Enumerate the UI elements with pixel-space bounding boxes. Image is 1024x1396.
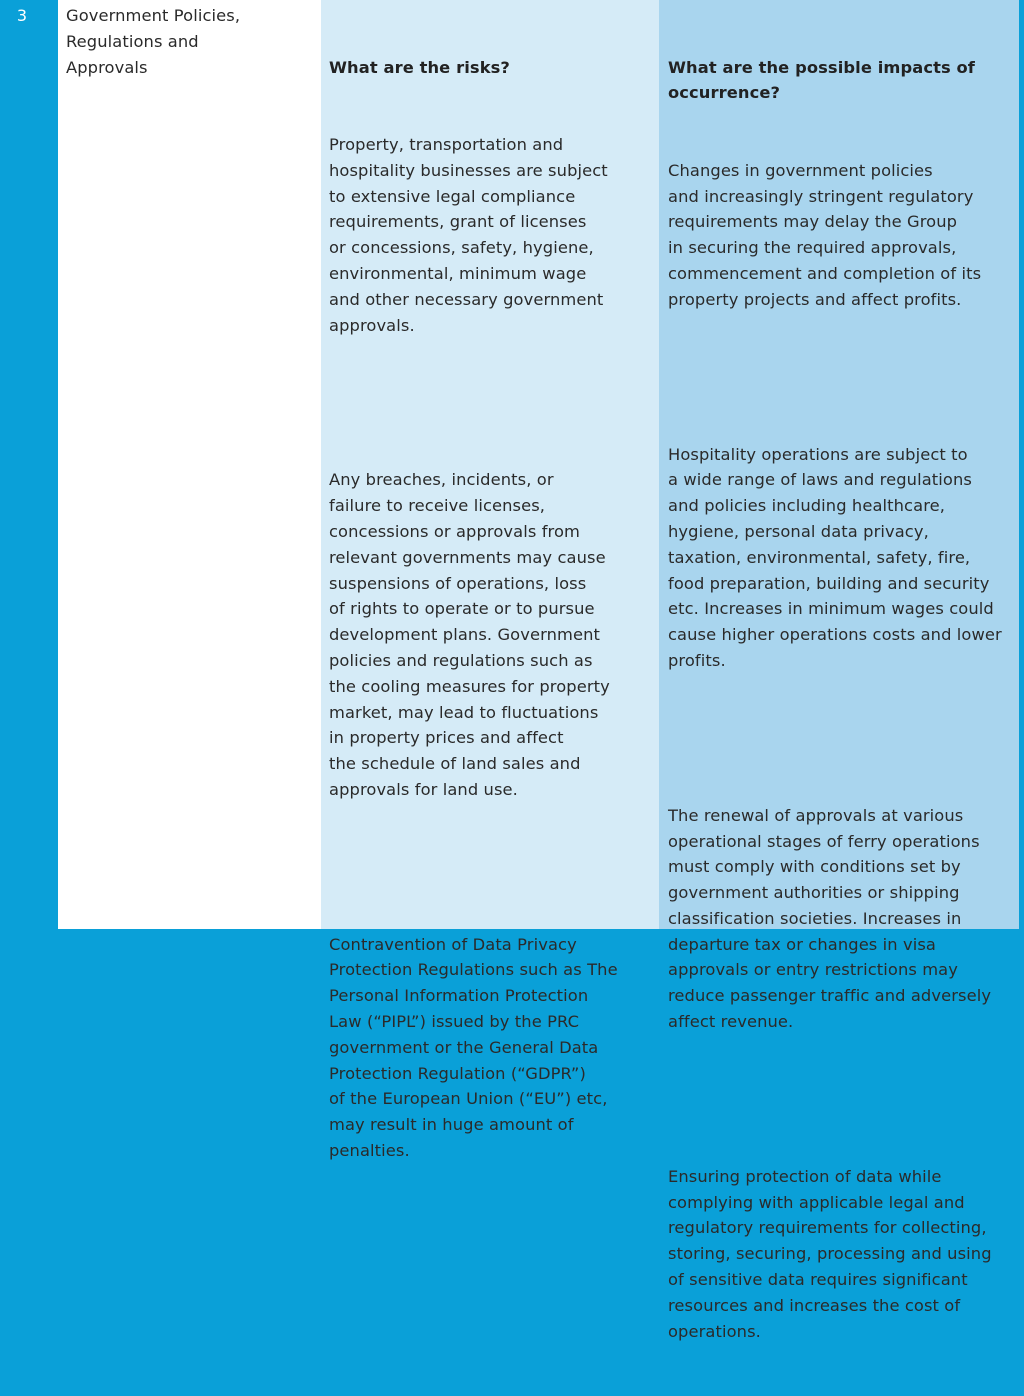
row-number-cell xyxy=(0,0,58,933)
impacts-paragraph: Ensuring protection of data while complying with applicable legal and regulatory requirements for collecting, storing, securing, processing and using of sensitive data requires significant resources and increases the cost of operations. xyxy=(668,1166,992,1341)
row-number: 3 xyxy=(16,6,28,25)
risks-paragraph: Contravention of Data Privacy Protection Regulations such as The Personal Information Protection Law (“PIPL”) issued by the PRC government or the General Data Protection Regulation (“GDPR”) of the European Union (“EU”) etc, may result in huge amount of penalties. xyxy=(329,934,618,1161)
impacts-paragraph: The renewal of approvals at various operational stages of ferry operations must comply with conditions set by government authorities or shipping classification societies. Increases in departure tax or changes in visa approvals or entry restrictions may reduce passenger traffic and adversely affect revenue. xyxy=(668,805,992,1032)
risks-heading: What are the risks? xyxy=(329,57,510,77)
impacts-paragraph: Changes in government policies and increasingly stringent regulatory requirements may delay the Group in securing the required approvals, commencement and completion of its property projects and affect profits. xyxy=(668,160,982,309)
category-label: Government Policies, Regulations and Approvals xyxy=(66,6,241,77)
risks-content xyxy=(329,3,618,1215)
risks-paragraph: Any breaches, incidents, or failure to receive licenses, concessions or approvals from relevant governments may cause suspensions of operations, loss of rights to operate or to pursue development plans. Government policies and regulations such as the cooling measures for property market, may lead to fluctuations in property prices and affect the schedule of land sales and approvals for land use. xyxy=(329,470,610,799)
category-cell xyxy=(58,0,321,929)
impacts-paragraph: Hospitality operations are subject to a wide range of laws and regulations and policies including healthcare, hygiene, personal data privacy, taxation, environmental, safety, fire, food preparation, building and security etc. Increases in minimum wages could cause higher operations costs and lower profits. xyxy=(668,444,1002,670)
impacts-heading: What are the possible impacts of occurrence? xyxy=(668,57,975,103)
risks-cell xyxy=(321,0,659,1161)
impacts-content xyxy=(668,3,1002,1396)
risks-paragraph: Property, transportation and hospitality businesses are subject to extensive legal compliance requirements, grant of licenses or concessions, safety, hygiene, environmental, minimum wage and other necessary government approvals. xyxy=(329,134,608,335)
impacts-cell xyxy=(659,0,1019,1341)
